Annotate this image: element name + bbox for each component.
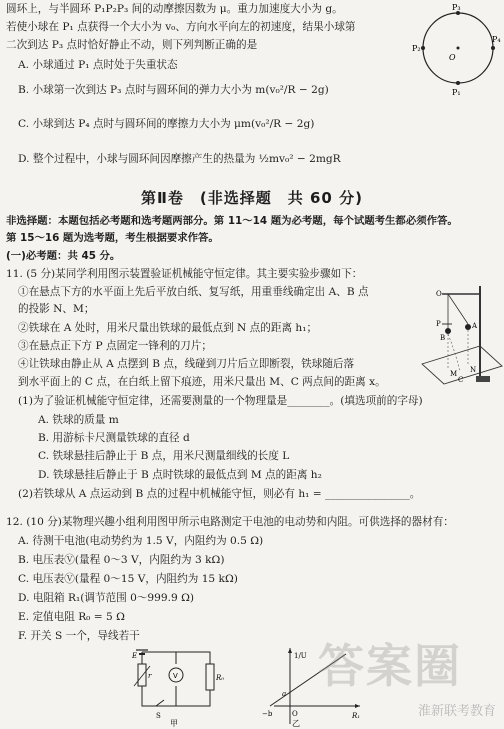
q10-stem-line2: 若使小球在 P₁ 点获得一个大小为 v₀、方向水平向左的初速度，结果小球第 (6, 21, 356, 33)
section2-title: 第Ⅱ卷 (非选择题 共 60 分) (141, 189, 363, 207)
q10-option-b: B. 小球第一次到达 P₃ 点时与圆环间的弹力大小为 m(v₀²/R − 2g) (18, 84, 329, 96)
q11-question2: (2)若铁球从 A 点运动到 B 点的过程中机械能守恒，则必有 h₁ = ________________。 (18, 488, 421, 500)
section2-note-line1: 非选择题：本题包括必考题和选考题两部分。第 11～14 题为必考题，每个试题考生都必须作答。 (6, 215, 458, 227)
q10-fig-p1: P₁ (452, 88, 461, 97)
watermark-small: 淮新联考教育 (417, 704, 496, 719)
q12-item-d: D. 电阻箱 R₁(调节范围 0～999.9 Ω) (18, 592, 195, 604)
q12-item-f: F. 开关 S 一个，导线若干 (18, 630, 140, 642)
graph-x-label: R₁ (352, 712, 361, 720)
graph-caption: 乙 (292, 719, 300, 728)
q11-step2: ②铁球在 A 处时，用米尺量出铁球的最低点到 N 点的距离 h₁； (18, 322, 318, 334)
q10-option-a: A. 小球通过 P₁ 点时处于失重状态 (18, 59, 178, 71)
q10-stem-line3: 二次到达 P₃ 点时恰好静止不动，则下列判断正确的是 (6, 39, 258, 51)
q12-item-c: C. 电压表Ⓥ(量程 0～15 V，内阻约为 15 kΩ) (18, 573, 238, 585)
q11-fig-b: B (440, 334, 446, 342)
graph-intercept-a: a (282, 690, 287, 698)
q12-item-e: E. 定值电阻 R₀ = 5 Ω (18, 611, 125, 623)
graph-neg-b: −b (262, 710, 273, 718)
q11-step1-b: 的投影 N、M； (18, 303, 95, 315)
q12-stem: 12. (10 分)某物理兴趣小组利用图甲所示电路测定干电池的电动势和内阻。可供选择的器材有： (6, 516, 454, 528)
q10-fig-p3: P₃ (452, 3, 461, 12)
q11-apparatus-figure (420, 284, 504, 392)
q11-fig-c: C (458, 376, 464, 384)
circuit-caption: 甲 (170, 719, 178, 728)
q12-circuit-jia (130, 646, 230, 728)
q12-item-b: B. 电压表Ⓥ(量程 0～3 V，内阻约为 3 kΩ) (18, 554, 225, 566)
q11-fig-n: N (470, 366, 477, 374)
q10-ring-figure (412, 2, 504, 98)
q10-option-d: D. 整个过程中，小球与圆环间因摩擦产生的热量为 ½mv₀² − 2mgR (18, 153, 341, 165)
q11-fig-o: O (436, 290, 442, 298)
q11-option-b: B. 用游标卡尺测量铁球的直径 d (38, 432, 190, 444)
graph-origin: O (292, 710, 298, 718)
q11-fig-p: P (436, 320, 441, 328)
q11-step3: ③在悬点正下方 P 点固定一锋利的刀片； (18, 340, 212, 352)
watermark-big: 答案圈 (318, 639, 462, 693)
q11-step1-a: ①在悬点下方的水平面上先后平放白纸、复写纸，用重垂线确定出 A、B 点 (18, 286, 369, 298)
q11-stem: 11. (5 分)某同学利用图示装置验证机械能守恒定律。其主要实验步骤如下： (6, 268, 363, 280)
q11-option-a: A. 铁球的质量 m (38, 414, 119, 426)
circuit-label-s: S (156, 712, 161, 720)
q11-step4-b: 到水平面上的 C 点，在白纸上留下痕迹，用米尺量出 M、C 两点间的距离 x。 (18, 376, 386, 388)
q12-item-a: A. 待测干电池(电动势约为 1.5 V，内阻约为 0.5 Ω) (18, 535, 264, 547)
circuit-voltmeter-v: V (173, 672, 178, 680)
q10-fig-p4: P₄ (492, 35, 501, 44)
graph-y-label: 1/U (294, 652, 307, 660)
q11-option-d: D. 铁球悬挂后静止于 B 点时铁球的最低点到 M 点的距离 h₂ (38, 469, 322, 481)
circuit-label-e: E (132, 652, 138, 660)
q11-fig-a: A (472, 322, 478, 330)
circuit-label-r0: R₀ (216, 674, 225, 682)
q11-fig-m: M (450, 370, 458, 378)
q10-stem-line1: 圆环上，与半圆环 P₁P₂P₃ 间的动摩擦因数为 μ。重力加速度大小为 g。 (6, 3, 343, 15)
q10-fig-p2: P₂ (412, 44, 421, 53)
q10-option-c: C. 小球到达 P₄ 点时与圆环间的摩擦力大小为 μm(v₀²/R − 2g) (18, 118, 315, 130)
q11-option-c: C. 铁球悬挂后静止于 B 点，用米尺测量细线的长度 L (38, 450, 290, 462)
required-section-label: (一)必考题：共 45 分。 (6, 250, 121, 262)
q11-step4-a: ④让铁球由静止从 A 点摆到 B 点，线碰到刀片后立即断裂，铁球随后落 (18, 358, 355, 370)
circuit-label-r: r (148, 672, 152, 680)
section2-note-line2: 第 15～16 题为选考题，考生根据要求作答。 (6, 232, 219, 244)
q10-fig-o: O (449, 53, 456, 62)
q11-question1: (1)为了验证机械能守恒定律，还需要测量的一个物理量是________。(填选项前的字母) (18, 395, 423, 407)
